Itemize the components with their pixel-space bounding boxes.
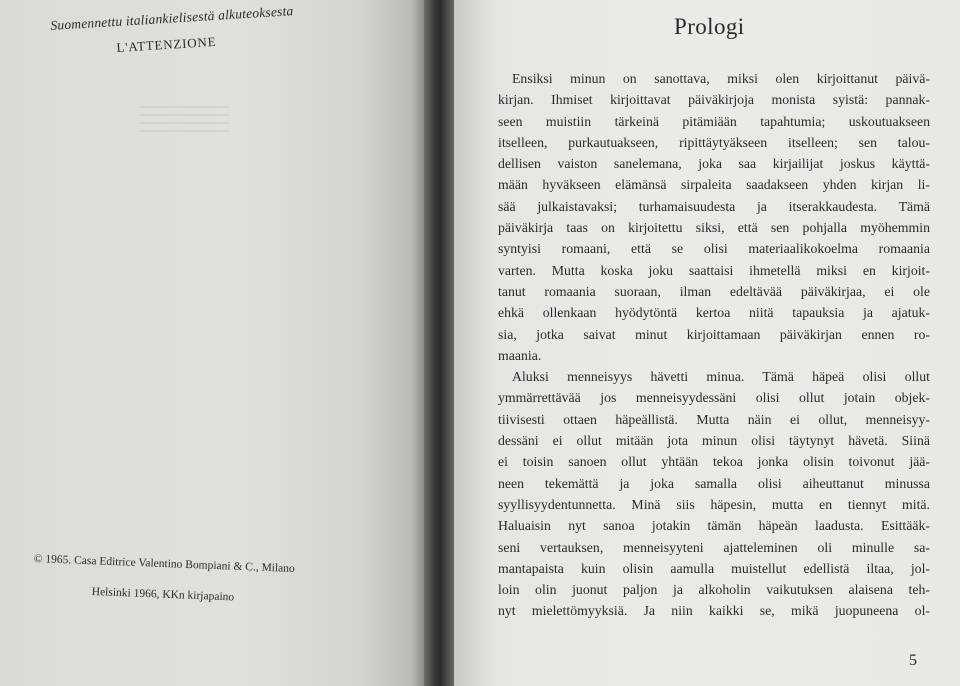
text-line: ehkä ollenkaan hyödytöntä kertoa niitä tapauksia ja ajatuk-	[498, 305, 930, 321]
show-through-print	[140, 100, 230, 132]
printer-imprint: Helsinki 1966, KKn kirjapaino	[91, 586, 235, 604]
text-line: loin olin juonut paljon ja alkoholin vaikutuksen alaisena teh-	[498, 582, 930, 598]
body-text	[498, 68, 930, 622]
text-line: Ensiksi minun on sanottava, miksi olen kirjoittanut päivä-	[512, 71, 930, 86]
text-line: itselleen, purkautuakseen, ripittäytyäkseen itselleen; sen talou-	[498, 134, 930, 150]
text-line: syntyisi romaani, että se olisi materiaalikokoelma romaania	[498, 241, 930, 257]
text-line: varten. Mutta koska joku saattaisi ihmetellä miksi en kirjoit-	[498, 262, 930, 278]
text-line: Aluksi menneisyys hävetti minua. Tämä häpeä olisi ollut	[512, 369, 930, 385]
text-line: seni vertauksen, menneisyyteni ajatteleminen oli minulle sa-	[498, 539, 930, 555]
text-line: neen tekemättä ja joka samalla olisi aiheuttanut minussa	[498, 475, 930, 491]
copyright-notice: © 1965. Casa Editrice Valentino Bompiani & C., Milano	[33, 553, 295, 576]
translation-note: Suomennettu italiankielisestä alkuteoksesta	[50, 3, 294, 33]
page-number: 5	[909, 652, 917, 669]
text-line: ei toisin sanoen ollut yhtään tekoa jonka olisin toivonut jää-	[498, 454, 930, 470]
book-spine-gutter	[424, 0, 454, 686]
text-line: maania.	[498, 347, 542, 363]
text-line: tanut romaania suoraan, ilman edeltävää päiväkirjaa, ei ole	[498, 283, 930, 299]
chapter-title: Prologi	[674, 14, 745, 39]
text-line: ymmärrettävää jos menneisyydessäni olisi ollut jotain objek-	[498, 390, 930, 406]
text-line: tiivisesti ottaen häpeällistä. Mutta näin ei ollut, menneisyy-	[498, 411, 930, 427]
text-line: mantapaista kuin olisin aamulla muistellut edellistä iltaa, jol-	[498, 560, 930, 576]
left-page	[0, 0, 424, 686]
text-line: dellisen vaiston sanelemana, joka saa kirjailijat joskus käyttä-	[498, 156, 930, 172]
text-line: sia, jotka saivat minut kirjoittamaan päiväkirjan ennen ro-	[498, 326, 930, 342]
text-line: päiväkirja taas on kirjoitettu siksi, että sen pohjalla myöhemmin	[498, 220, 930, 236]
text-line: Haluaisin nyt sanoa jotakin tämän häpeän laadusta. Esittääk-	[498, 518, 930, 534]
text-line: syyllisyydentunnetta. Minä siis häpesin, mutta en tiennyt mitä.	[498, 496, 930, 512]
text-line: sää julkaistavaksi; turhamaisuudesta ja itserakkaudesta. Tämä	[498, 198, 930, 214]
text-line: kirjan. Ihmiset kirjoittavat päiväkirjoja monista syistä: pannak-	[498, 92, 930, 108]
text-line: nyt mielettömyyksiä. Ja niin kaikki se, mikä juopuneena ol-	[498, 603, 930, 619]
original-title: L'ATTENZIONE	[116, 33, 217, 55]
text-line: dessäni ei ollut mitään jota minun olisi täytynyt hävetä. Siinä	[498, 433, 930, 449]
text-line: seen muistiin tärkeinä pitämiään tapahtumia; uskoutuakseen	[498, 113, 930, 129]
text-line: mään hyväkseen elämänsä sirpaleita saadakseen yhden kirjan li-	[498, 177, 930, 193]
